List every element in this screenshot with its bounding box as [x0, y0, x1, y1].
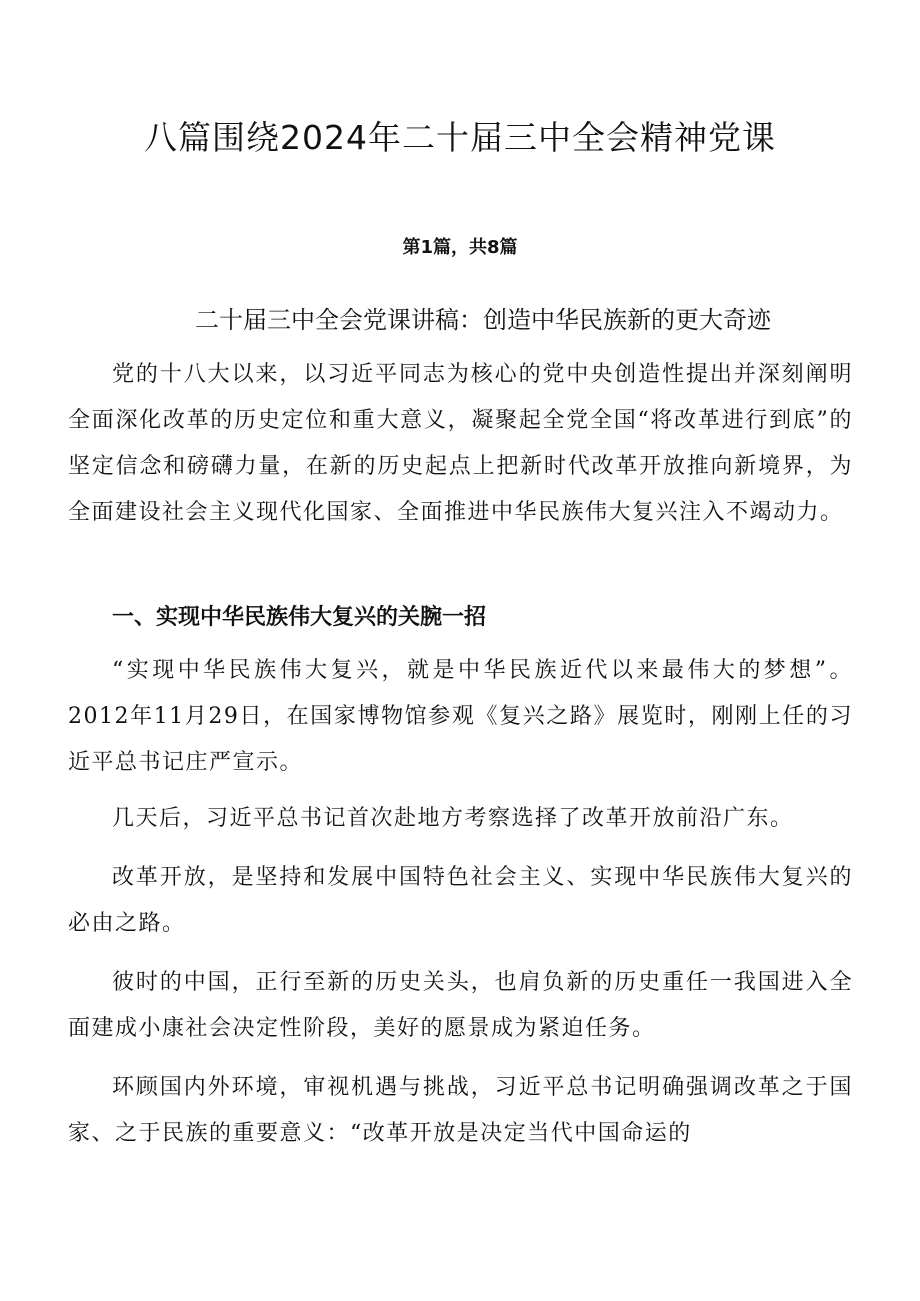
document-title: 八篇围绕2024年二十届三中全会精神党课 [144, 118, 776, 157]
article-title: 二十届三中全会党课讲稿：创造中华民族新的更大奇迹 [195, 306, 771, 334]
section-heading: 一、实现中华民族伟大复兴的关腕一招 [112, 605, 487, 630]
body-paragraph: 彼时的中国，正行至新的历史关头，也肩负新的历史重任一我国进入全面建成小康社会决定性阶段，美好的愿景成为紧迫任务。 [68, 970, 853, 1041]
body-paragraph: “实现中华民族伟大复兴，就是中华民族近代以来最伟大的梦想”。2012年11月29日，在国家博物馆参观《复兴之路》展览时，刚刚上任的习近平总书记庄严宣示。 [68, 658, 853, 775]
part-label: 第1篇，共8篇 [402, 237, 518, 258]
body-paragraph: 改革开放，是坚持和发展中国特色社会主义、实现中华民族伟大复兴的必由之路。 [68, 865, 853, 936]
intro-paragraph: 党的十八大以来，以习近平同志为核心的党中央创造性提出并深刻阐明全面深化改革的历史定位和重大意义，凝聚起全党全国“将改革进行到底”的坚定信念和磅礴力量，在新的历史起点上把新时代改革开放推向新境界，为全面建设社会主义现代化国家、全面推进中华民族伟大复兴注入不竭动力。 [68, 362, 853, 525]
body-paragraph: 环顾国内外环境，审视机遇与挑战，习近平总书记明确强调改革之于国家、之于民族的重要意义：“改革开放是决定当代中国命运的 [68, 1075, 853, 1146]
body-paragraph: 几天后，习近平总书记首次赴地方考察选择了改革开放前沿广东。 [112, 806, 794, 831]
